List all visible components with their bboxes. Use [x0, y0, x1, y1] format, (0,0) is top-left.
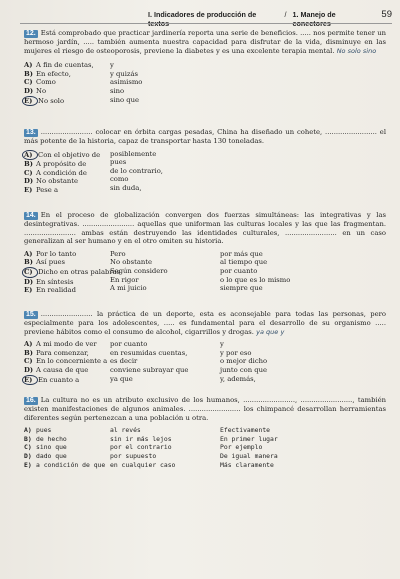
option-c[interactable]: C) En lo concerniente a [24, 357, 108, 366]
selected-answer-mark: C) [22, 267, 38, 278]
option-b[interactable]: B) En efecto, [24, 69, 71, 78]
option-d-part-2: conviene subrayar que [110, 365, 189, 374]
options-col-a [24, 150, 110, 195]
page-number: 59 [381, 9, 392, 20]
options-col-b [110, 340, 220, 385]
question-number: 15. [26, 311, 36, 318]
option-c-part-3: o mejor dicho [220, 357, 268, 366]
option-e-part-2: ya que [110, 374, 133, 383]
answer-options [24, 61, 386, 106]
option-b-part-3: al tiempo que [220, 258, 268, 267]
handwritten-answer-1: ya que [256, 327, 279, 336]
selected-answer-mark: E) [22, 375, 38, 386]
option-e-part-2: sin duda, [110, 183, 142, 192]
question-number: 16. [26, 397, 36, 404]
option-a[interactable]: A) Por lo tanto [24, 249, 77, 258]
question-number: 12. [26, 30, 36, 37]
question-text: En el proceso de globalización convergen dos fuerzas simultáneas: las integrativas y las desintegrativas. ........................ aquellas que uniforman las culturas locales y las que las fragmentan. ........................ ambas están destruyendo las identidades culturales, ........................ en un caso generalizan al ser humano y en el otro omiten su historia. [24, 211, 386, 246]
selected-answer-mark: A) [22, 150, 38, 161]
option-b-part-2: pues [110, 158, 127, 167]
option-c[interactable]: C) Dicho en otras palabras [24, 267, 121, 276]
option-a[interactable]: A) pues [24, 426, 52, 435]
question-13 [24, 128, 386, 195]
answer-options [24, 150, 386, 195]
question-number: 13. [26, 129, 36, 136]
option-c[interactable]: C) Como [24, 78, 56, 87]
option-c-part-2: por el contrario [110, 443, 172, 452]
question-14 [24, 211, 386, 295]
option-d-part-3: De igual manera [220, 451, 278, 460]
handwritten-answer-2: sino [362, 46, 377, 55]
selected-answer-mark: E) [22, 96, 38, 107]
question-12 [24, 29, 386, 106]
option-b[interactable]: B) Así pues [24, 258, 65, 267]
option-e[interactable]: E) En realidad [24, 286, 76, 295]
question-stem [24, 29, 386, 55]
option-a-part-2: Pero [110, 249, 126, 258]
options-col-c [220, 340, 386, 385]
page-header [148, 9, 392, 28]
option-b-part-3: y por eso [220, 348, 252, 357]
option-b-part-2: No obstante [110, 258, 153, 267]
question-16 [24, 396, 386, 469]
options-col-c [220, 250, 386, 295]
option-c[interactable]: C) A condición de [24, 168, 87, 177]
option-b[interactable]: B) de hecho [24, 434, 67, 443]
option-e-part-3: Más claramente [220, 460, 274, 469]
question-stem [24, 310, 386, 336]
option-b-part-3: En primer lugar [220, 434, 278, 443]
option-a-part-2: y [110, 61, 114, 70]
option-d-part-3: o lo que es lo mismo [220, 275, 291, 284]
option-c-part-2: es decir [110, 357, 138, 366]
answer-options [24, 340, 386, 385]
option-e[interactable]: E) Pese a [24, 185, 59, 194]
options-col-b [110, 61, 386, 106]
option-c-part-3: Por ejemplo [220, 443, 263, 452]
option-d[interactable]: D) En síntesis [24, 277, 74, 286]
option-a[interactable]: A) Con el objetivo de [24, 150, 101, 159]
header-separator: / [284, 10, 287, 19]
option-c-part-2: de lo contrario, [110, 166, 163, 175]
question-text: ........................ colocar en órbita cargas pesadas, China ha diseñado un cohete, ........................ el más potente de la historia, capaz de transportar hasta 130 toneladas. [24, 128, 386, 145]
option-e[interactable]: E) En cuanto a [24, 375, 80, 384]
option-d-part-2: por supuesto [110, 451, 157, 460]
option-d[interactable]: D) dado que [24, 451, 67, 460]
handwritten-answer-2: y [280, 327, 285, 336]
options-col-b [110, 150, 386, 195]
options-col-a [24, 61, 110, 106]
option-a-part-3: por más que [220, 249, 263, 258]
option-d[interactable]: D) No [24, 86, 47, 95]
option-a-part-3: y [220, 340, 224, 349]
question-number: 14. [26, 212, 36, 219]
option-c-part-3: por cuanto [220, 266, 258, 275]
options-col-a [24, 426, 110, 469]
section-title: I. Indicadores de producción de textos [148, 10, 257, 28]
header-rule [20, 23, 392, 24]
option-d[interactable]: D) A causa de que [24, 365, 89, 374]
handwritten-answer-1: No solo [336, 46, 361, 55]
option-b[interactable]: B) A propósito de [24, 160, 87, 169]
answer-options [24, 426, 386, 469]
option-d-part-2: En rigor [110, 275, 139, 284]
option-b[interactable]: B) Para comenzar, [24, 348, 89, 357]
option-c-part-2: asimismo [110, 78, 143, 87]
options-col-b [110, 426, 220, 469]
option-e-part-2: en cualquier caso [110, 460, 176, 469]
option-e-part-2: sino que [110, 95, 140, 104]
options-col-c [220, 426, 386, 469]
option-c[interactable]: C) sino que [24, 443, 67, 452]
option-a-part-2: al revés [110, 426, 141, 435]
question-text: ........................ la práctica de un deporte, esta es aconsejable para todas las personas, pero especialmente para los adolescentes, ..... es fundamental para el desarrollo de su organismo ..... previene hábitos como el consumo de alcohol, cigarrillos y drogas. [24, 310, 386, 336]
options-col-a [24, 340, 110, 385]
option-a-part-2: posiblemente [110, 149, 157, 158]
question-stem [24, 128, 386, 146]
answer-options [24, 250, 386, 295]
question-15 [24, 310, 386, 385]
option-d-part-2: como [110, 175, 129, 184]
question-text: La cultura no es un atributo exclusivo de los humanos, ........................, ........................, también existen manifestaciones de algunos animales. ........................ los chimpancé desarrollan herramientas diferentes según pertenezcan a una población u otra. [24, 396, 386, 422]
option-e-part-3: y, además, [220, 374, 256, 383]
options-col-b [110, 250, 220, 295]
option-e[interactable]: E) No solo [24, 96, 65, 105]
option-d[interactable]: D) No obstante [24, 177, 79, 186]
option-e-part-2: A mi juicio [110, 284, 147, 293]
option-b-part-2: y quizás [110, 69, 139, 78]
option-b-part-2: sin ir más lejos [110, 434, 172, 443]
option-e-part-3: siempre que [220, 284, 263, 293]
option-e[interactable]: E) a condición de que [24, 460, 106, 469]
option-b-part-2: en resumidas cuentas, [110, 348, 188, 357]
subsection-title: 1. Manejo de conectores [292, 10, 336, 28]
option-a[interactable]: A) A fin de cuentas, [24, 61, 94, 70]
question-stem [24, 396, 386, 422]
option-a[interactable]: A) A mi modo de ver [24, 340, 97, 349]
option-d-part-3: junto con que [220, 365, 268, 374]
option-d-part-2: sino [110, 86, 125, 95]
question-text: Está comprobado que practicar jardinería reporta una serie de beneficios. ..... nos permite tener un hermoso jardín, ..... también aumenta nuestra capacidad para disfrutar de la vida, disminuye en las mujeres el riesgo de osteoporosis, previene la diabetes y es una excelente terapia mental. [24, 29, 386, 55]
option-c-part-2: Según considero [110, 266, 168, 275]
option-a-part-2: por cuanto [110, 340, 148, 349]
option-a-part-3: Efectivamente [220, 426, 271, 435]
question-stem [24, 211, 386, 246]
